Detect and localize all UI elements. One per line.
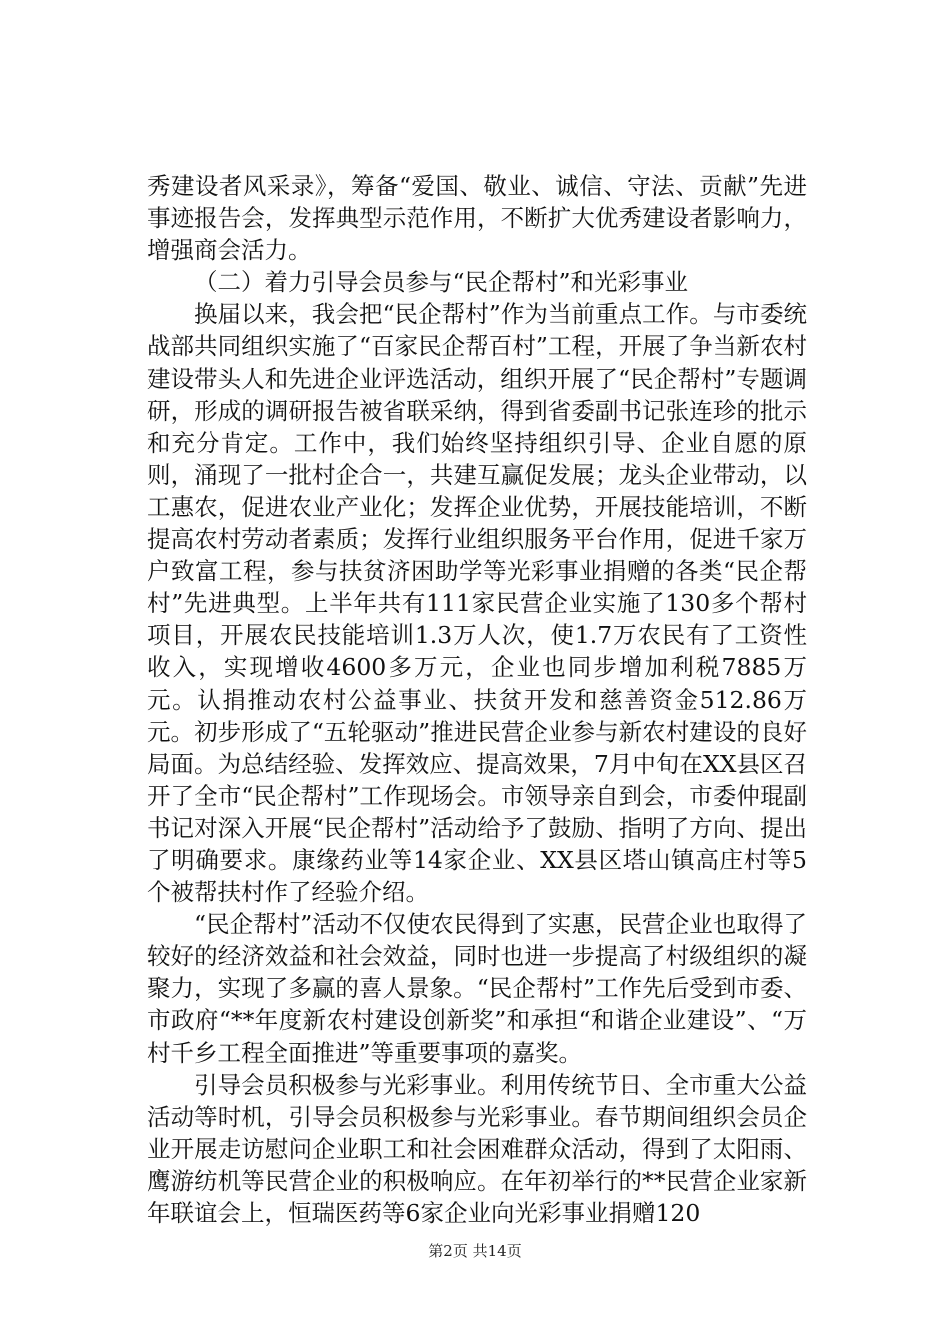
paragraph-minqi-bangcun: 换届以来，我会把“民企帮村”作为当前重点工作。与市委统战部共同组织实施了“百家民企帮百村”工程，开展了争当新农村建设带头人和先进企业评选活动，组织开展了“民企帮村”专题调研，形成的调研报告被省联采纳，得到省委副书记张连珍的批示和充分肯定。工作中，我们始终坚持组织引导、企业自愿的原则，涌现了一批村企合一，共建互赢促发展；龙头企业带动，以工惠农，促进农业产业化；发挥企业优势，开展技能培训，不断提高农村劳动者素质；发挥行业组织服务平台作用，促进千家万户致富工程，参与扶贫济困助学等光彩事业捐赠的各类“民企帮村”先进典型。上半年共有111家民营企业实施了130多个帮村项目，开展农民技能培训1.3万人次，使1.7万农民有了工资性收入，实现增收4600多万元，企业也同步增加利税7885万元。认捐推动农村公益事业、扶贫开发和慈善资金512.86万元。初步形成了“五轮驱动”推进民营企业参与新农村建设的良好局面。为总结经验、发挥效应、提高效果，7月中旬在XX县区召开了全市“民企帮村”工作现场会。市领导亲自到会，市委仲琨副书记对深入开展“民企帮村”活动给予了鼓励、指明了方向、提出了明确要求。康缘药业等14家企业、XX县区塔山镇高庄村等5个被帮扶村作了经验介绍。 [147, 300, 807, 907]
paragraph-guangcai: 引导会员积极参与光彩事业。利用传统节日、全市重大公益活动等时机，引导会员积极参与光彩事业。春节期间组织会员企业开展走访慰问企业职工和社会困难群众活动，得到了太阳雨、鹰游纺机等民营企业的积极响应。在年初举行的**民营企业家新年联谊会上，恒瑞医药等6家企业向光彩事业捐赠120 [147, 1070, 807, 1227]
paragraph-continuation: 秀建设者风采录》，筹备“爱国、敬业、诚信、守法、贡献”先进事迹报告会，发挥典型示范作用，不断扩大优秀建设者影响力，增强商会活力。 [147, 172, 807, 265]
section-heading: （二）着力引导会员参与“民企帮村”和光彩事业 [194, 268, 689, 297]
paragraph-benefits: “民企帮村”活动不仅使农民得到了实惠，民营企业也取得了较好的经济效益和社会效益，同时也进一步提高了村级组织的凝聚力，实现了多赢的喜人景象。“民企帮村”工作先后受到市委、市政府“**年度新农村建设创新奖”和承担“和谐企业建设”、“万村千乡工程全面推进”等重要事项的嘉奖。 [147, 910, 807, 1067]
document-body [147, 170, 807, 1229]
page-number-footer: 第2页 共14页 [428, 1242, 522, 1260]
